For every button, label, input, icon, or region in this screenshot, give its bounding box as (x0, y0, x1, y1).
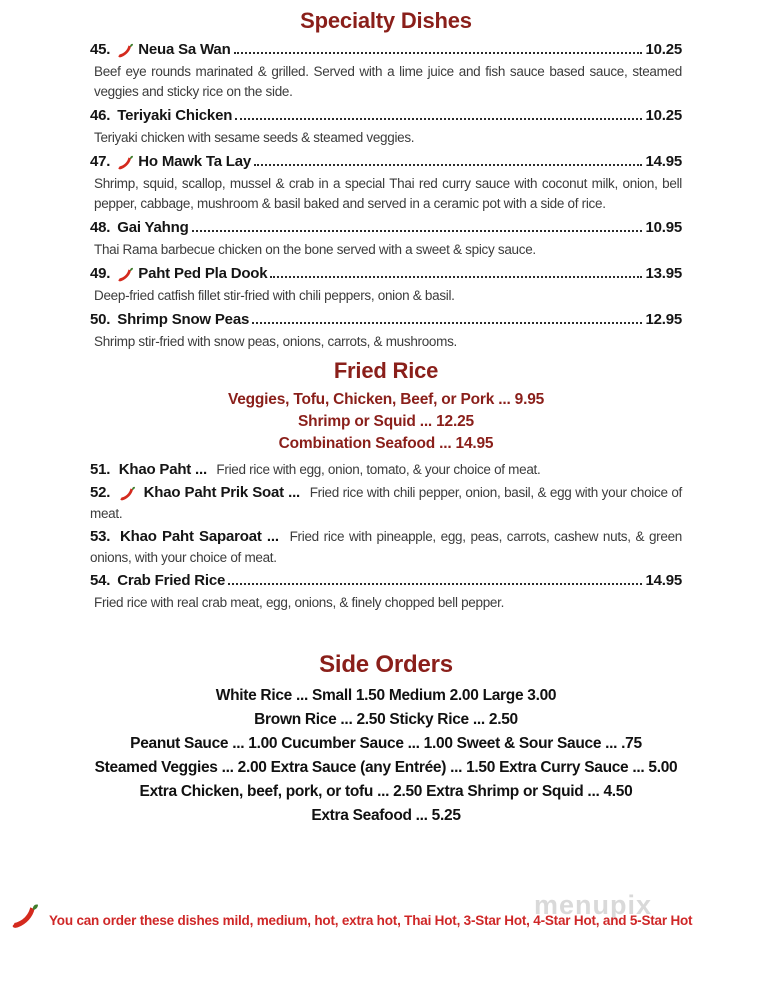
item-name: Shrimp Snow Peas (117, 311, 250, 328)
item-number: 48. (90, 219, 111, 236)
item-description: Shrimp stir-fried with snow peas, onions, carrots, & mushrooms. (94, 334, 457, 349)
chili-icon (117, 43, 134, 58)
item-description: Fried rice with egg, onion, tomato, & your choice of meat. (216, 462, 541, 477)
side-orders-title: Side Orders (319, 651, 453, 678)
item-description: Deep-fried catfish fillet stir-fried with chili peppers, onion & basil. (94, 288, 455, 303)
menu-item-54 (90, 570, 682, 592)
menu-item-49 (90, 263, 682, 285)
item-number: 49. (90, 265, 111, 282)
item-number: 45. (90, 41, 111, 58)
menu-item-51 (90, 459, 682, 480)
dot-leader (235, 118, 642, 120)
item-number: 54. (90, 572, 111, 589)
item-description: Teriyaki chicken with sesame seeds & steamed veggies. (94, 130, 415, 145)
item-name: Crab Fried Rice (117, 572, 226, 589)
spice-level-note (10, 903, 692, 929)
item-price: 12.95 (645, 311, 682, 328)
item-name: Teriyaki Chicken (117, 107, 233, 124)
item-description: Shrimp, squid, scallop, mussel & crab in a special Thai red curry sauce with coconut milk, onion, bell pepper, cabbage, mushroom & basil baked and served in a ceramic pot with a side of rice. (94, 176, 682, 211)
fried-rice-option: Veggies, Tofu, Chicken, Beef, or Pork ... 9.95 (227, 391, 545, 408)
item-name: Neua Sa Wan (138, 41, 231, 58)
item-price: 14.95 (645, 153, 682, 170)
item-number: 50. (90, 311, 111, 328)
item-number: 51. (90, 461, 111, 478)
item-name: Paht Ped Pla Dook (138, 265, 268, 282)
item-number: 53. (90, 528, 111, 545)
menu-item-53 (90, 526, 682, 568)
side-order-line: Peanut Sauce ... 1.00 Cucumber Sauce ... 1.00 Sweet & Sour Sauce ... .75 (130, 735, 642, 752)
dot-leader (254, 164, 642, 166)
menu-item-45 (90, 39, 682, 61)
item-price: 13.95 (645, 265, 682, 282)
item-name: Khao Paht ... (118, 461, 207, 478)
item-number: 46. (90, 107, 111, 124)
menu-item-47 (90, 151, 682, 173)
side-order-line: Extra Seafood ... 5.25 (311, 807, 461, 824)
item-price: 14.95 (645, 572, 682, 589)
item-name: Khao Paht Prik Soat ... (143, 484, 301, 501)
chili-icon (117, 155, 134, 170)
item-price: 10.25 (645, 41, 682, 58)
item-description: Fried rice with chili pepper, onion, basil, & egg with your choice of meat. (90, 485, 682, 521)
item-price: 10.95 (645, 219, 682, 236)
side-order-line: Extra Chicken, beef, pork, or tofu ... 2.50 Extra Shrimp or Squid ... 4.50 (139, 783, 633, 800)
item-description: Beef eye rounds marinated & grilled. Served with a lime juice and fish sauce based sauce, steamed veggies and sticky rice on the side. (94, 64, 682, 99)
specialty-section (90, 8, 682, 352)
chili-icon (10, 903, 40, 929)
item-description: Fried rice with real crab meat, egg, onions, & finely chopped bell pepper. (94, 595, 505, 610)
item-description: Thai Rama barbecue chicken on the bone served with a sweet & spicy sauce. (94, 242, 536, 257)
item-price: 10.25 (645, 107, 682, 124)
item-name: Gai Yahng (117, 219, 189, 236)
side-order-line: White Rice ... Small 1.50 Medium 2.00 Large 3.00 (215, 687, 557, 704)
side-orders-section (90, 651, 682, 828)
fried-rice-option: Combination Seafood ... 14.95 (278, 435, 494, 452)
item-name: Khao Paht Saparoat ... (120, 528, 279, 545)
menupix-watermark: menupix (534, 890, 653, 920)
menu-item-48 (90, 217, 682, 239)
item-name: Ho Mawk Ta Lay (138, 153, 252, 170)
item-number: 52. (90, 484, 111, 501)
menu-item-46 (90, 105, 682, 127)
dot-leader (192, 230, 643, 232)
chili-icon (119, 486, 136, 501)
menu-item-50 (90, 309, 682, 331)
note-text: You can order these dishes mild, medium, hot, extra hot, Thai Hot, 3-Star Hot, 4-Star Hot, and 5-Star Hot (49, 913, 693, 928)
specialty-title: Specialty Dishes (300, 8, 472, 33)
item-number: 47. (90, 153, 111, 170)
dot-leader (234, 52, 643, 54)
fried-rice-option: Shrimp or Squid ... 12.25 (298, 413, 474, 430)
fried-rice-title: Fried Rice (333, 358, 439, 383)
dot-leader (252, 322, 642, 324)
dot-leader (228, 583, 642, 585)
side-order-line: Steamed Veggies ... 2.00 Extra Sauce (any Entrée) ... 1.50 Extra Curry Sauce ... 5.00 (94, 759, 678, 776)
item-description: Fried rice with pineapple, egg, peas, carrots, cashew nuts, & green onions, with your choice of meat. (90, 529, 682, 565)
dot-leader (270, 276, 642, 278)
chili-icon (117, 267, 134, 282)
fried-rice-section (90, 358, 682, 613)
side-order-line: Brown Rice ... 2.50 Sticky Rice ... 2.50 (254, 711, 518, 728)
menu-item-52 (90, 482, 682, 524)
